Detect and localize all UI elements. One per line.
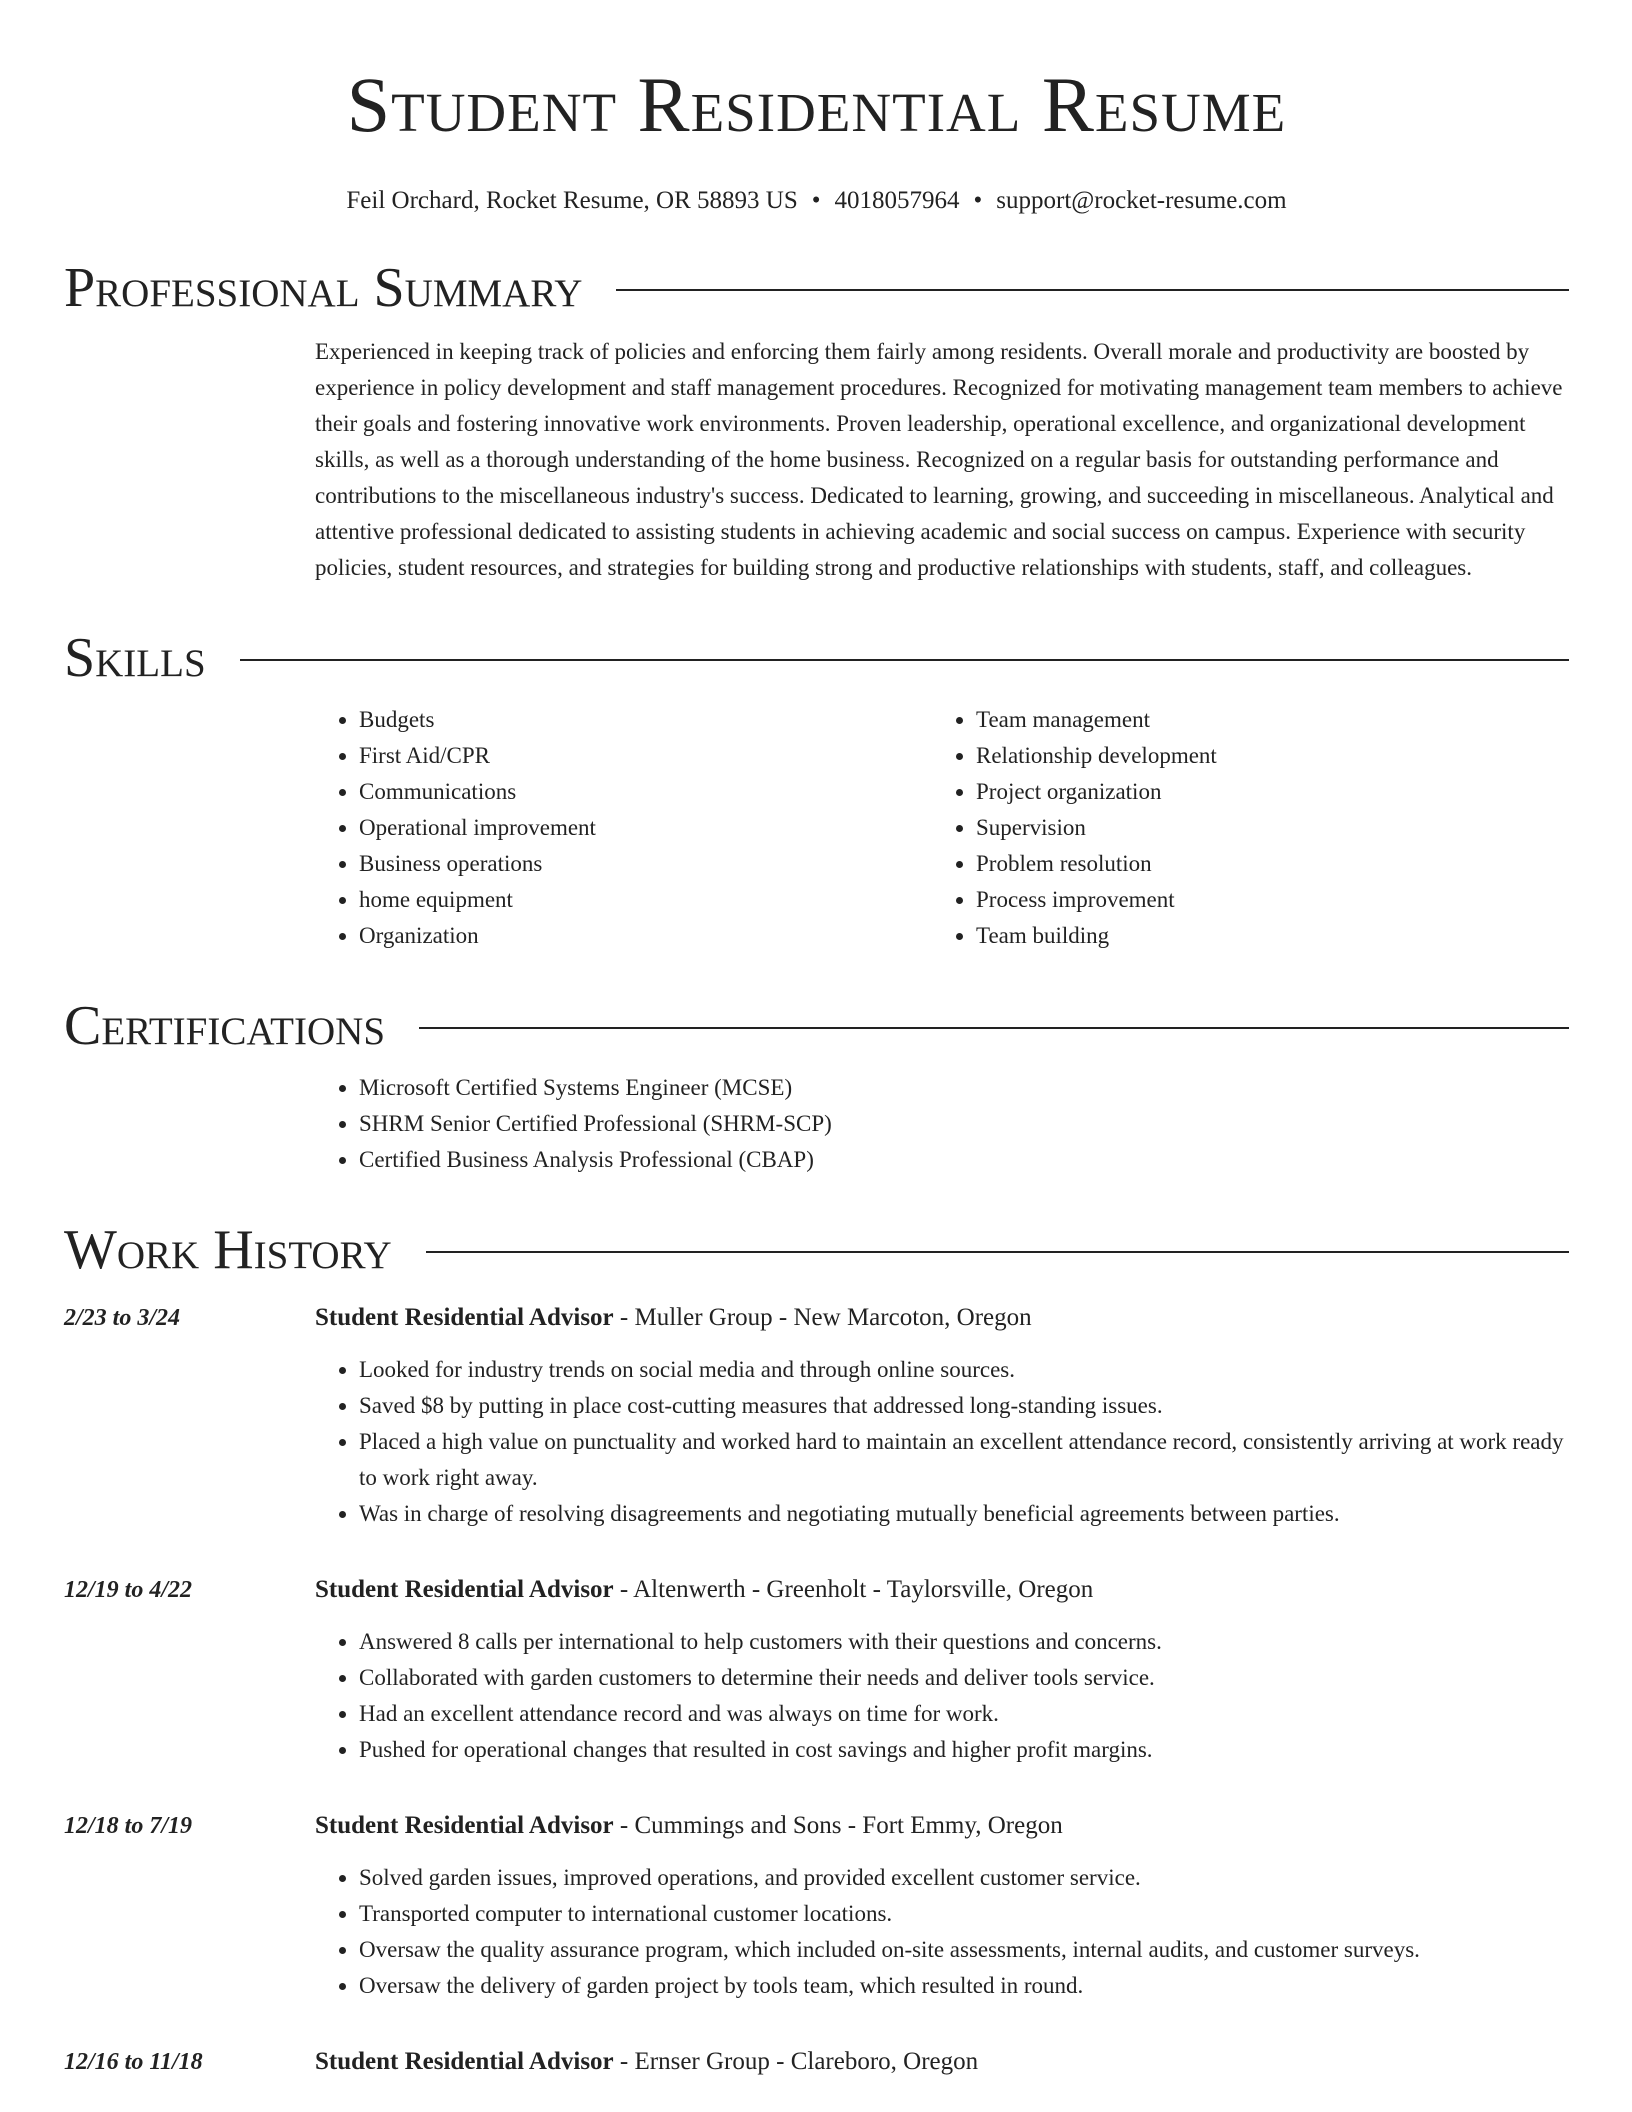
certifications-section-header xyxy=(64,996,1569,1056)
job-dates: 2/23 to 3/24 xyxy=(64,1305,181,1331)
job-bullet: • Transported computer to international customer locations. xyxy=(359,1896,1569,1932)
skill-item: • Organization xyxy=(359,918,932,954)
skill-item: • Budgets xyxy=(359,702,932,738)
job-title: Student Residential Advisor xyxy=(315,1304,614,1331)
job-employer-location: - Cummings and Sons - Fort Emmy, Oregon xyxy=(613,1812,1063,1839)
work-history-list xyxy=(64,1300,1569,2080)
skill-item: • First Aid/CPR xyxy=(359,738,932,774)
job-bullets xyxy=(315,1860,1569,2004)
certification-item: • SHRM Senior Certified Professional (SHRM-SCP) xyxy=(359,1106,1569,1142)
job-entry xyxy=(64,2044,1569,2080)
job-employer-location: - Muller Group - New Marcoton, Oregon xyxy=(613,1304,1032,1331)
section-divider xyxy=(419,1027,1569,1029)
resume-name: Student Residential Resume xyxy=(346,61,1287,148)
section-title-summary: Professional Summary xyxy=(64,257,583,319)
skill-item: • Team building xyxy=(976,918,1549,954)
job-bullet: • Solved garden issues, improved operations, and provided excellent customer service. xyxy=(359,1860,1569,1896)
contact-phone: 4018057964 xyxy=(834,187,960,214)
job-bullet: • Oversaw the delivery of garden project by tools team, which resulted in round. xyxy=(359,1968,1569,2004)
summary-section-header xyxy=(64,258,1569,318)
certification-item: • Certified Business Analysis Professional (CBAP) xyxy=(359,1142,1569,1178)
job-bullet: • Pushed for operational changes that resulted in cost savings and higher profit margins. xyxy=(359,1732,1569,1768)
job-dates: 12/19 to 4/22 xyxy=(64,1577,193,1603)
section-divider xyxy=(616,289,1569,291)
skill-item: • Team management xyxy=(976,702,1549,738)
skill-item: • Problem resolution xyxy=(976,846,1549,882)
contact-address: Feil Orchard, Rocket Resume, OR 58893 US xyxy=(346,187,798,214)
job-entry xyxy=(64,1572,1569,1768)
skill-item: • Supervision xyxy=(976,810,1549,846)
job-title-line xyxy=(315,1300,1569,1336)
job-bullet: • Collaborated with garden customers to determine their needs and deliver tools service. xyxy=(359,1660,1569,1696)
certification-item: • Microsoft Certified Systems Engineer (MCSE) xyxy=(359,1070,1569,1106)
job-title: Student Residential Advisor xyxy=(315,1812,614,1839)
job-bullet: • Had an excellent attendance record and was always on time for work. xyxy=(359,1696,1569,1732)
job-bullet: • Looked for industry trends on social media and through online sources. xyxy=(359,1352,1569,1388)
contact-separator: • xyxy=(811,187,821,214)
job-bullet: • Was in charge of resolving disagreements and negotiating mutually beneficial agreements between parties. xyxy=(359,1496,1569,1532)
job-title: Student Residential Advisor xyxy=(315,2048,614,2075)
skill-item: • Operational improvement xyxy=(359,810,932,846)
skill-item: • Communications xyxy=(359,774,932,810)
section-title-certifications: Certifications xyxy=(64,995,386,1057)
summary-text: Experienced in keeping track of policies and enforcing them fairly among residents. Overall morale and productivity are boosted by experience in policy development and staff management procedures. Recognized for motivating management team members to achieve their goals and fostering innovative work environments. Proven leadership, operational excellence, and organizational development skills, as well as a thorough understanding of the home business. Recognized on a regular basis for outstanding performance and contributions to the miscellaneous industry's success. Dedicated to learning, growing, and succeeding in miscellaneous. Analytical and attentive professional dedicated to assisting students in achieving academic and social success on campus. Experience with security policies, student resources, and strategies for building strong and productive relationships with students, staff, and colleagues. xyxy=(315,339,1563,580)
skill-item: • Relationship development xyxy=(976,738,1549,774)
job-employer-location: - Ernser Group - Clareboro, Oregon xyxy=(613,2048,979,2075)
job-dates: 12/18 to 7/19 xyxy=(64,1813,193,1839)
job-bullet: • Placed a high value on punctuality and worked hard to maintain an excellent attendance record, consistently arriving at work ready to work right away. xyxy=(359,1424,1569,1496)
job-bullet: • Saved $8 by putting in place cost-cutting measures that addressed long-standing issues. xyxy=(359,1388,1569,1424)
contact-separator: • xyxy=(973,187,983,214)
section-title-skills: Skills xyxy=(64,627,206,689)
contact-email: support@rocket-resume.com xyxy=(996,187,1287,214)
job-title: Student Residential Advisor xyxy=(315,1576,614,1603)
job-bullets xyxy=(315,1352,1569,1532)
skill-item: • Process improvement xyxy=(976,882,1549,918)
job-bullet: • Answered 8 calls per international to help customers with their questions and concerns. xyxy=(359,1624,1569,1660)
contact-line xyxy=(64,186,1569,216)
skill-item: • Project organization xyxy=(976,774,1549,810)
job-dates: 12/16 to 11/18 xyxy=(64,2049,203,2075)
work-section-header xyxy=(64,1220,1569,1280)
certifications-list xyxy=(315,1070,1569,1178)
job-employer-location: - Altenwerth - Greenholt - Taylorsville, Oregon xyxy=(613,1576,1094,1603)
job-bullet: • Oversaw the quality assurance program, which included on-site assessments, internal audits, and customer surveys. xyxy=(359,1932,1569,1968)
skills-section-header xyxy=(64,628,1569,688)
job-title-line xyxy=(315,1808,1569,1844)
job-title-line xyxy=(315,1572,1569,1608)
skill-item: • home equipment xyxy=(359,882,932,918)
job-entry xyxy=(64,1808,1569,2004)
skills-column-right xyxy=(932,702,1549,954)
job-title-line xyxy=(315,2044,1569,2080)
section-title-work-history: Work History xyxy=(64,1219,392,1281)
job-entry xyxy=(64,1300,1569,1532)
section-divider xyxy=(426,1251,1569,1253)
job-bullets xyxy=(315,1624,1569,1768)
section-divider xyxy=(240,659,1569,661)
skills-list xyxy=(315,702,1569,954)
skills-column-left xyxy=(315,702,932,954)
skill-item: • Business operations xyxy=(359,846,932,882)
